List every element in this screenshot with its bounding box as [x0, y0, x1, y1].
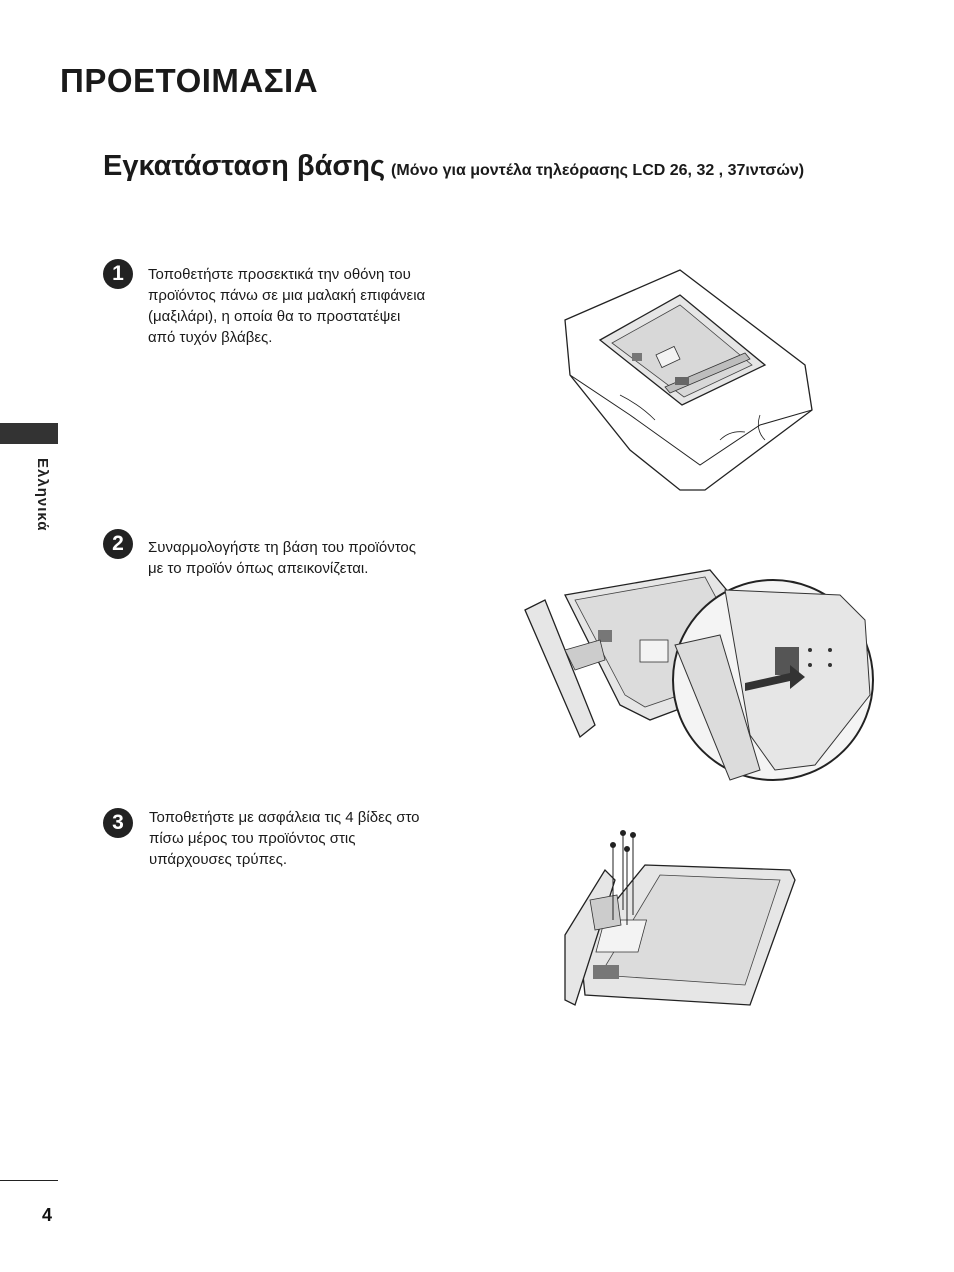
- side-language-label: Ελληνικά: [34, 458, 51, 532]
- step-3-line: Τοποθετήστε με ασφάλεια τις 4 βίδες στο: [149, 809, 420, 826]
- step-2-line: με το προϊόν όπως απεικονίζεται.: [148, 560, 369, 577]
- page-number: 4: [42, 1205, 53, 1225]
- step-1-line: προϊόντος πάνω σε μια μαλακή επιφάνεια: [148, 287, 426, 304]
- section-heading: [103, 150, 804, 183]
- side-tab-marker: [0, 423, 58, 444]
- section-subtitle: (Μόνο για μοντέλα τηλεόρασης LCD 26, 32 , 37ιντσών): [391, 162, 805, 179]
- section-title: Εγκατάσταση βάσης: [103, 150, 386, 182]
- step-1-line: (μαξιλάρι), η οποία θα το προστατέψει: [148, 308, 401, 325]
- page-title: ΠΡΟΕΤΟΙΜΑΣΙΑ: [60, 62, 319, 99]
- step-3-badge: 3: [103, 808, 133, 838]
- step-1-badge: 1: [103, 259, 133, 289]
- step-3-text: [149, 807, 420, 870]
- step-1-text: [148, 264, 425, 348]
- step-2-illustration-attach-stand: [520, 565, 880, 785]
- step-3-line: πίσω μέρος του προϊόντος στις: [149, 830, 356, 847]
- step-1-line: από τυχόν βλάβες.: [148, 329, 273, 346]
- step-2-badge: 2: [103, 529, 133, 559]
- step-3-line: υπάρχουσες τρύπες.: [149, 851, 287, 868]
- step-2-text: [148, 537, 416, 579]
- step-2-line: Συναρμολογήστε τη βάση του προϊόντος: [148, 539, 416, 556]
- footer-rule: [0, 1180, 58, 1181]
- step-3-illustration-insert-screws: [555, 825, 805, 1015]
- step-1-illustration-tv-on-cushion: [560, 265, 820, 495]
- step-1-line: Τοποθετήστε προσεκτικά την οθόνη του: [148, 266, 411, 283]
